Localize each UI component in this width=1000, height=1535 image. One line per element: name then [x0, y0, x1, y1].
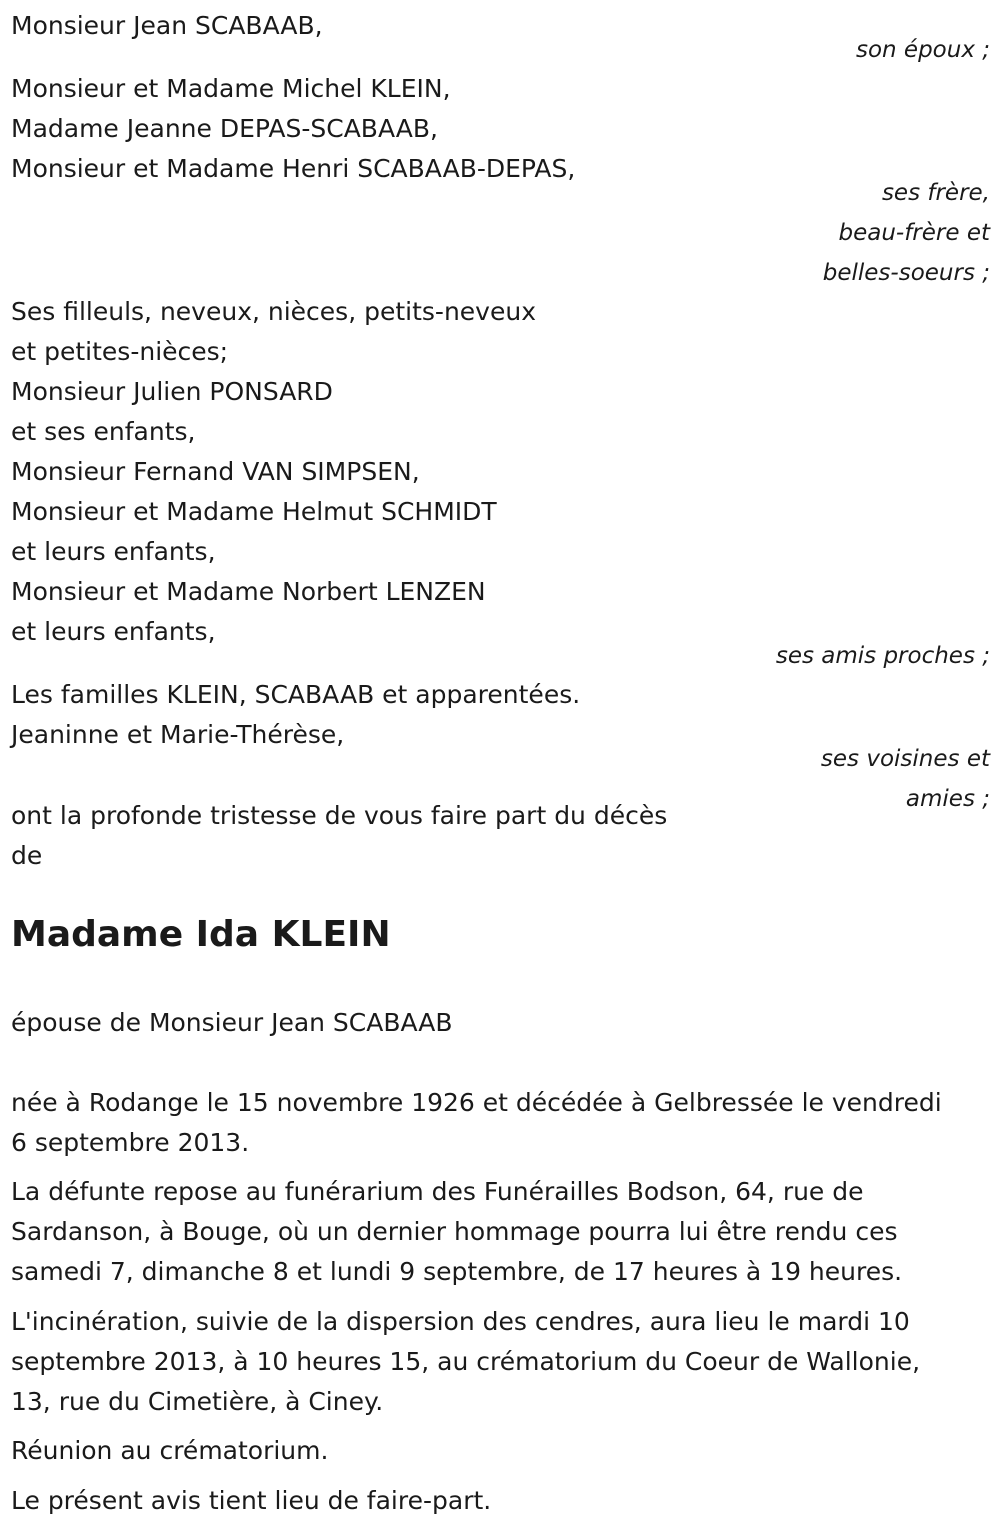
announcement-line: ont la profonde tristesse de vous faire part du décès — [11, 801, 668, 830]
relation-label: ses amis proches ; — [775, 643, 990, 669]
spouse-line: épouse de Monsieur Jean SCABAAB — [11, 1008, 453, 1037]
detail-line: 6 septembre 2013. — [11, 1128, 250, 1157]
relation-label: ses voisines et — [820, 746, 990, 772]
detail-line: La défunte repose au funérarium des Funérailles Bodson, 64, rue de — [11, 1177, 864, 1206]
family-line: Les familles KLEIN, SCABAAB et apparentées. — [11, 680, 581, 709]
family-line: et petites-nièces; — [11, 337, 229, 366]
announcement-line: de — [11, 841, 43, 870]
detail-line: Le présent avis tient lieu de faire-part. — [11, 1486, 492, 1515]
relation-label: beau-frère et — [838, 220, 990, 246]
relation-label: belles-soeurs ; — [822, 260, 990, 286]
deceased-name: Madame Ida KLEIN — [11, 914, 391, 955]
family-line: Monsieur et Madame Henri SCABAAB-DEPAS, — [11, 154, 576, 183]
detail-line: septembre 2013, à 10 heures 15, au crématorium du Coeur de Wallonie, — [11, 1347, 921, 1376]
detail-line: Réunion au crématorium. — [11, 1436, 329, 1465]
relation-label: son époux ; — [855, 37, 990, 63]
detail-line: née à Rodange le 15 novembre 1926 et décédée à Gelbressée le vendredi — [11, 1088, 942, 1117]
family-line: Jeaninne et Marie-Thérèse, — [11, 720, 345, 749]
family-line: Monsieur Julien PONSARD — [11, 377, 333, 406]
family-line: Monsieur Fernand VAN SIMPSEN, — [11, 457, 420, 486]
detail-line: 13, rue du Cimetière, à Ciney. — [11, 1387, 384, 1416]
family-line: Monsieur et Madame Helmut SCHMIDT — [11, 497, 497, 526]
detail-line: L'incinération, suivie de la dispersion des cendres, aura lieu le mardi 10 — [11, 1307, 910, 1336]
relation-label: ses frère, — [881, 180, 990, 206]
family-line: Monsieur et Madame Norbert LENZEN — [11, 577, 486, 606]
family-line: et ses enfants, — [11, 417, 196, 446]
family-line: et leurs enfants, — [11, 537, 216, 566]
detail-line: samedi 7, dimanche 8 et lundi 9 septembre, de 17 heures à 19 heures. — [11, 1257, 903, 1286]
family-line: Monsieur et Madame Michel KLEIN, — [11, 74, 451, 103]
family-line: Madame Jeanne DEPAS-SCABAAB, — [11, 114, 438, 143]
family-line: Ses filleuls, neveux, nièces, petits-neveux — [11, 297, 536, 326]
detail-line: Sardanson, à Bouge, où un dernier hommage pourra lui être rendu ces — [11, 1217, 898, 1246]
family-line: Monsieur Jean SCABAAB, — [11, 11, 323, 40]
relation-label: amies ; — [905, 786, 990, 812]
family-line: et leurs enfants, — [11, 617, 216, 646]
